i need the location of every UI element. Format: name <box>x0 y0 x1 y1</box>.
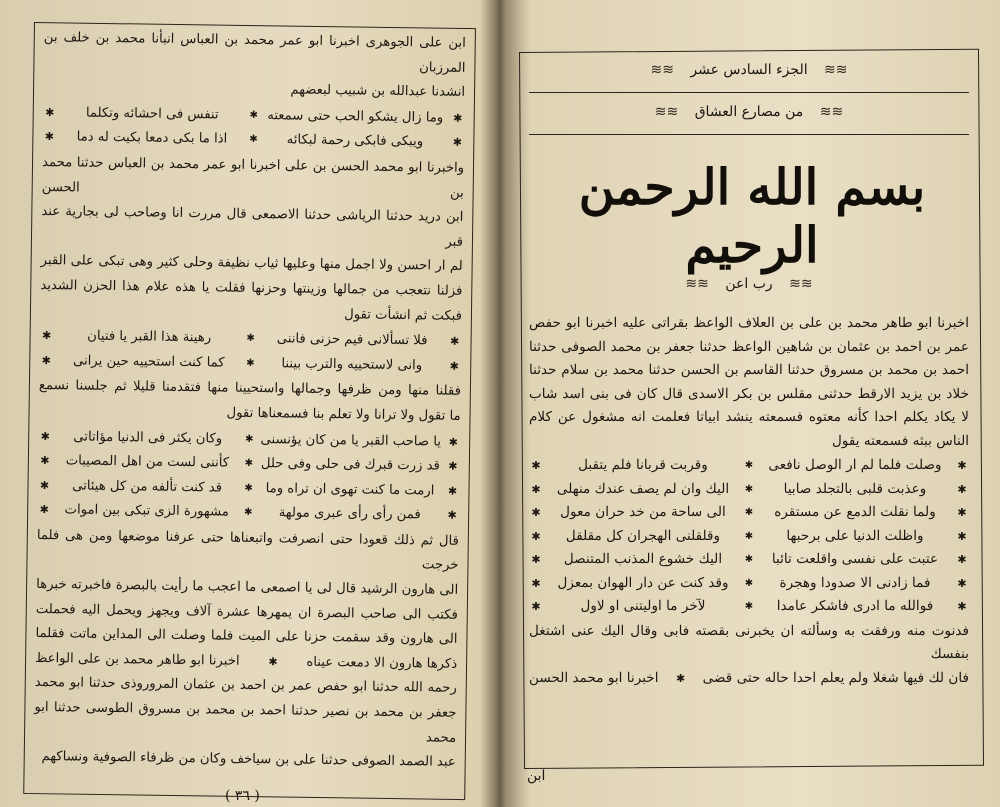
separator-icon: ✱ <box>744 530 754 542</box>
star-icon: ✱ <box>531 600 541 613</box>
text-line: الناس ببثه فسمعته يقول <box>832 432 969 449</box>
separator-icon: ✱ <box>744 577 754 589</box>
separator-icon: ✱ <box>244 482 253 494</box>
ornament-icon: ≋≋ <box>819 104 844 120</box>
star-icon: ✱ <box>957 600 967 613</box>
second-hemistich: رهينة هذا القبر يا فتيان <box>87 328 212 346</box>
text-line: فبكت ثم انشأت تقول <box>344 306 463 324</box>
star-icon: ✱ <box>531 482 541 496</box>
second-hemistich: كأننى لست من اهل المصيبات <box>65 453 230 471</box>
text-line: خلاد بن يزيد الارقط حدثنى مقلس بن بكر الاسدى قال كان فى بنى اسد شاب <box>529 385 969 402</box>
star-icon: ✱ <box>452 136 463 150</box>
second-hemistich: لآخر ما اوليتنى او لاول <box>580 598 706 614</box>
star-icon: ✱ <box>675 671 686 685</box>
verse-line <box>529 595 969 619</box>
verse-block <box>529 454 969 619</box>
separator-icon: ✱ <box>744 483 754 495</box>
text-line: جعفر بن محمد بن نصير حدثنا احمد بن محمد بن مسروق الطوسى حدثنا ابو محمد <box>34 699 457 746</box>
catchword: ابن <box>527 768 546 784</box>
header-rule <box>529 134 969 135</box>
second-hemistich: تنفس فى احشائه وتكلما <box>85 105 219 123</box>
second-hemistich: كما كنت استحييه حين يرانى <box>72 353 225 371</box>
first-hemistich: ويبكى فابكى رحمة لبكائه <box>286 132 424 150</box>
separator-icon: ✱ <box>249 109 259 121</box>
star-icon: ✱ <box>449 359 459 373</box>
text-line: قال ثم ذلك قعودا حتى انصرفت واتبعناها حتى عرفنا موضعها ومن هى فلما خرجت <box>36 527 459 574</box>
verse-line <box>529 572 969 596</box>
star-icon: ✱ <box>957 506 967 519</box>
star-icon: ✱ <box>531 459 541 472</box>
star-icon: ✱ <box>957 459 967 472</box>
text-line: واخبرنا ابو محمد الحسن بن على اخبرنا ابو عمر محمد بن العباس حدثنا محمد بن الحسن <box>41 154 465 201</box>
invocation-text: رب اعن <box>725 276 773 292</box>
star-icon: ✱ <box>531 506 541 519</box>
separator-icon: ✱ <box>744 554 754 565</box>
first-hemistich: وصلت فلما لم ار الوصل نافعى <box>768 457 942 473</box>
first-hemistich: عتبت على نفسى واقلعت تائبا <box>771 551 939 567</box>
star-icon: ✱ <box>453 111 463 125</box>
star-icon: ✱ <box>40 454 50 468</box>
second-hemistich: وقربت قربانا فلم يتقبل <box>578 457 708 473</box>
text-line: ابن دريد حدثنا الرياشى حدثنا الاصمعى قال مررت انا وصاحب لى بجارية عند قبر <box>41 204 464 250</box>
second-hemistich: اليك خشوع المذنب المتنصل <box>563 551 723 567</box>
text-line: اخبرنا ابو طاهر محمد بن على بن العلاف الواعظ بقراتى عليه اخبرنا ابو حفص <box>529 315 969 331</box>
first-hemistich: وعذبت قلبى بالتجلد صابيا <box>783 480 927 497</box>
first-hemistich: فمن رأى رأى عبرى مولهة <box>278 505 421 523</box>
text-line: رحمه الله حدثنا ابو حفص عمر بن احمد بن عثمان المروروذى حدثنا ابو محمد <box>34 675 457 697</box>
volume-header <box>529 62 969 78</box>
right-page <box>507 0 1000 807</box>
first-hemistich: ارمت ما كنت تهوى ان تراه وما <box>265 480 435 499</box>
right-page-text <box>529 312 969 690</box>
star-icon: ✱ <box>957 529 967 543</box>
text-line: عمر بن احمد بن عثمان بن شاهين الواعظ حدثنا جعفر بن محمد الصوفى حدثنا <box>529 338 969 355</box>
star-icon: ✱ <box>41 329 52 343</box>
first-hemistich: واظلت الدنيا على برحبها <box>786 527 924 544</box>
first-hemistich: فما زادنى الا صدودا وهجرة <box>779 574 931 591</box>
verse-line <box>529 478 969 502</box>
star-icon: ✱ <box>448 459 458 473</box>
separator-icon: ✱ <box>744 460 754 471</box>
closing-phrase: اخبرنا ابو محمد الحسن <box>529 669 659 686</box>
star-icon: ✱ <box>41 353 52 367</box>
volume-label: الجزء السادس عشر <box>690 62 808 78</box>
verse-block <box>39 324 462 379</box>
first-hemistich: فلا تسألانى فيم حزنى فاننى <box>276 331 428 349</box>
ornament-icon: ≋≋ <box>654 104 679 120</box>
star-icon: ✱ <box>40 429 50 443</box>
separator-icon: ✱ <box>246 357 255 369</box>
text-line-end: ذكرها هارون الا دمعت عيناه <box>306 654 458 672</box>
second-hemistich: اذا ما بكى دمعا بكيت له دما <box>76 129 228 147</box>
second-hemistich: وكان يكثر فى الدنيا مؤاتاتى <box>73 428 223 447</box>
text-line <box>529 667 969 691</box>
star-icon: ✱ <box>957 482 967 496</box>
second-hemistich: اليك وان لم يصف عندك منهلى <box>556 480 730 497</box>
star-icon: ✱ <box>39 478 50 492</box>
header-rule <box>529 92 969 93</box>
star-icon: ✱ <box>531 553 541 566</box>
second-hemistich: قد كنت تألفه من كل هيئاتى <box>72 478 223 496</box>
star-icon: ✱ <box>447 484 458 498</box>
star-icon: ✱ <box>957 553 967 566</box>
first-hemistich: ولما نقلت الدمع عن مستقره <box>774 504 936 520</box>
verse-line <box>529 548 969 572</box>
left-page-text <box>34 26 466 776</box>
first-hemistich: يا صاحب القبر يا من كان يؤنسنى <box>260 431 442 450</box>
star-icon: ✱ <box>449 334 460 348</box>
separator-icon: ✱ <box>243 507 253 519</box>
star-icon: ✱ <box>448 435 458 449</box>
separator-icon: ✱ <box>244 457 254 470</box>
text-line: ما تقول ولا ترانا ولا تعلم بنا فسمعناها تقول <box>226 405 461 424</box>
text-line: انشدنا عبدالله بن شبيب لبعضهم <box>290 82 466 101</box>
second-hemistich: الى ساحة من خد حران معول <box>560 504 726 520</box>
separator-icon: ✱ <box>744 507 754 518</box>
text-line: لا يكاد يكلم احدا كأنه معتوه فسمعته ينشد ابياتا فعلمت انه مشغول عن كلام <box>529 409 969 425</box>
invocation-line <box>529 276 969 292</box>
text-line: ابن على الجوهرى اخبرنا ابو عمر محمد بن العباس انبأنا محمد بن خلف بن المرزبان <box>43 29 466 76</box>
star-icon: ✱ <box>44 130 55 144</box>
first-hemistich: وما زال يشكو الحب حتى سمعته <box>267 107 444 126</box>
text-line: فزلنا نتعجب من جمالها وزينتها وحزنها فقلت يا هذه علام هذا الحزن الشديد <box>40 277 463 299</box>
separator-icon: ✱ <box>246 332 255 345</box>
closing-phrase: اخبرنا ابو طاهر محمد بن على الواعظ <box>35 650 240 669</box>
text-line: احمد بن محمد بن مسروق حدثنا القاسم بن الحسن حدثنا محمد بن سلام حدثنا <box>529 362 969 378</box>
text-line: لم ار احسن ولا اجمل منها وعليها ثياب نظيفة وحلى كثير وهى تبكى على القبر <box>40 253 463 275</box>
verse-block <box>42 101 465 156</box>
star-icon: ✱ <box>531 576 541 590</box>
page-number: ( ٣٦ ) <box>225 788 260 804</box>
second-hemistich: مشهورة الزى تبكى بين اموات <box>64 502 229 520</box>
ornament-icon: ≋≋ <box>650 62 674 78</box>
basmala-calligraphy: بسم الله الرحمن الرحيم <box>578 158 926 274</box>
text-line-end: فان لك فيها شغلا ولم يعلم احدا حاله حتى قضى <box>702 669 969 686</box>
verse-line <box>529 501 969 525</box>
second-hemistich: وقلقلنى الهجران كل مقلقل <box>565 527 721 544</box>
first-hemistich: فوالله ما ادرى فاشكر عامدا <box>776 598 934 614</box>
ornament-icon: ≋≋ <box>685 276 709 292</box>
verse-line <box>529 525 969 549</box>
left-page <box>0 0 493 807</box>
text-line: فكتب الى صاحب البصرة ان يمهرها عشرة آلاف ويجهز ويحمل اليه فحملت <box>35 601 458 623</box>
first-hemistich: وانى لاستحييه والترب بيننا <box>281 356 423 374</box>
text-line: فدنوت منه ورفقت به وسألته ان يخبرنى بقصته فابى وقال اليك عنى اشتغل بنفسك <box>529 622 969 662</box>
verse-line <box>529 454 969 478</box>
second-hemistich: وقد كنت عن دار الهوان بمعزل <box>557 574 729 591</box>
text-line: الى هارون وقد سقمت حزنا على الميت فلما وصلت الى المداين ماتت فقلما <box>35 626 458 648</box>
star-icon: ✱ <box>45 105 55 119</box>
text-line: عبد الصمد الصوفى حدثنا على بن سياخف وكان من ظرفاء الصوفية ونساكهم <box>41 749 456 771</box>
star-icon: ✱ <box>957 576 967 590</box>
ornament-icon: ≋≋ <box>789 276 813 292</box>
ornament-icon: ≋≋ <box>824 62 848 78</box>
text-line: فقلنا منها ومن ظرفها وجمالها واستحيينا منها فتقدمنا قليلا ثم جلسنا نسمع <box>38 378 462 400</box>
text-line: الى هارون الرشيد قال لى يا اصمعى ما اعجب ما رأيت بالبصرة فاخبرته خبرها <box>36 577 459 598</box>
separator-icon: ✱ <box>249 134 258 146</box>
star-icon: ✱ <box>39 503 49 517</box>
book-title: من مصارع العشاق <box>694 104 804 120</box>
first-hemistich: قد زرت قبرك فى حلى وفى حلل <box>260 456 440 474</box>
separator-icon: ✱ <box>744 601 754 612</box>
star-icon: ✱ <box>268 655 278 669</box>
book-title-header <box>529 104 969 120</box>
star-icon: ✱ <box>531 529 541 543</box>
star-icon: ✱ <box>447 508 457 523</box>
verse-block <box>37 424 460 528</box>
separator-icon: ✱ <box>244 433 254 445</box>
